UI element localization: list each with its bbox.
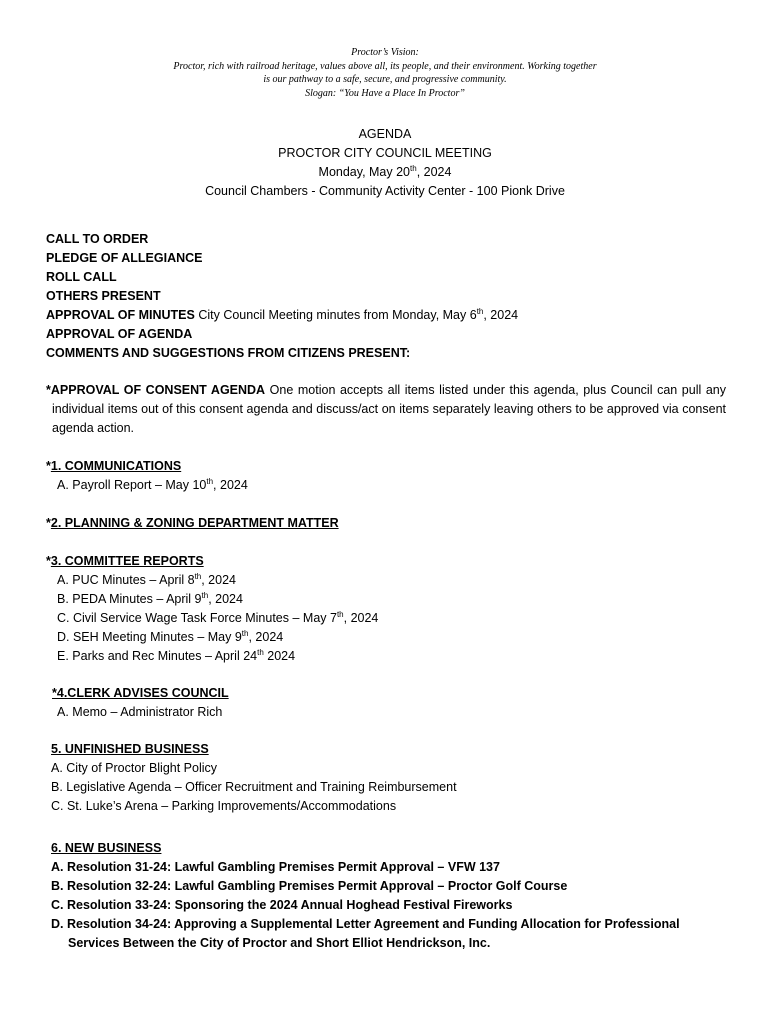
roll-call: ROLL CALL <box>46 270 117 284</box>
call-to-order: CALL TO ORDER <box>46 232 149 246</box>
opening-items <box>46 230 736 363</box>
pledge-of-allegiance: PLEDGE OF ALLEGIANCE <box>46 251 203 265</box>
consent-agenda-text: One motion accepts all items listed under this agenda, plus Council can pull any individual items out of this consent agenda and discuss/act on items separately leaving others to be approved via consent agenda action. <box>52 383 726 435</box>
meeting-title: PROCTOR CITY COUNCIL MEETING <box>278 146 492 160</box>
section-communications <box>46 457 736 495</box>
committee-item: B. PEDA Minutes – April 9th, 2024 <box>57 590 243 606</box>
vision-title: Proctor’s Vision: <box>351 47 419 58</box>
unfinished-item: C. St. Luke’s Arena – Parking Improvements/Accommodations <box>51 799 397 813</box>
committee-item: A. PUC Minutes – April 8th, 2024 <box>57 571 236 587</box>
communications-heading: *1. COMMUNICATIONS <box>46 459 182 473</box>
committee-item: C. Civil Service Wage Task Force Minutes – May 7th, 2024 <box>57 609 379 625</box>
consent-agenda <box>46 381 726 438</box>
resolution-item: D. Resolution 34-24: Approving a Supplemental Letter Agreement and Funding Allocation for Professional Services Between the City of Proctor and Short Elliot Hendrickson, Inc. <box>51 917 680 950</box>
committee-item: D. SEH Meeting Minutes – May 9th, 2024 <box>57 628 284 644</box>
approval-of-agenda: APPROVAL OF AGENDA <box>46 327 193 341</box>
consent-agenda-label: *APPROVAL OF CONSENT AGENDA <box>46 383 266 397</box>
section-unfinished-business <box>51 740 741 816</box>
committee-heading: *3. COMMITTEE REPORTS <box>46 554 204 568</box>
vision-text-1: Proctor, rich with railroad heritage, values above all, its people, and their environment. Working together <box>173 60 597 72</box>
approval-of-minutes: APPROVAL OF MINUTES City Council Meeting minutes from Monday, May 6th, 2024 <box>46 306 519 322</box>
citizen-comments: COMMENTS AND SUGGESTIONS FROM CITIZENS PRESENT: <box>46 346 411 360</box>
meeting-date: Monday, May 20th, 2024 <box>318 163 452 179</box>
vision-text-2: is our pathway to a safe, secure, and progressive community. <box>263 74 507 85</box>
clerk-heading: *4.CLERK ADVISES COUNCIL <box>52 686 229 700</box>
section-clerk <box>46 684 736 722</box>
unfinished-heading: 5. UNFINISHED BUSINESS <box>51 742 209 756</box>
payroll-report: A. Payroll Report – May 10th, 2024 <box>57 476 248 492</box>
planning-heading: *2. PLANNING & ZONING DEPARTMENT MATTER <box>46 516 339 530</box>
agenda-title: AGENDA <box>358 127 412 141</box>
unfinished-item: B. Legislative Agenda – Officer Recruitment and Training Reimbursement <box>51 780 457 794</box>
vision-statement <box>0 46 770 100</box>
committee-item: E. Parks and Rec Minutes – April 24th 2024 <box>57 647 296 663</box>
unfinished-item: A. City of Proctor Blight Policy <box>51 761 218 775</box>
agenda-header <box>0 125 770 201</box>
section-planning <box>46 514 736 533</box>
section-new-business <box>51 839 731 953</box>
resolution-item: B. Resolution 32-24: Lawful Gambling Premises Permit Approval – Proctor Golf Course <box>51 879 568 893</box>
resolution-item: A. Resolution 31-24: Lawful Gambling Premises Permit Approval – VFW 137 <box>51 860 500 874</box>
clerk-memo: A. Memo – Administrator Rich <box>57 705 223 719</box>
new-business-heading: 6. NEW BUSINESS <box>51 841 162 855</box>
slogan: Slogan: “You Have a Place In Proctor” <box>305 87 465 99</box>
section-committee-reports <box>46 552 736 666</box>
meeting-location: Council Chambers - Community Activity Center - 100 Pionk Drive <box>205 184 565 198</box>
resolution-item: C. Resolution 33-24: Sponsoring the 2024 Annual Hoghead Festival Fireworks <box>51 898 513 912</box>
others-present: OTHERS PRESENT <box>46 289 161 303</box>
